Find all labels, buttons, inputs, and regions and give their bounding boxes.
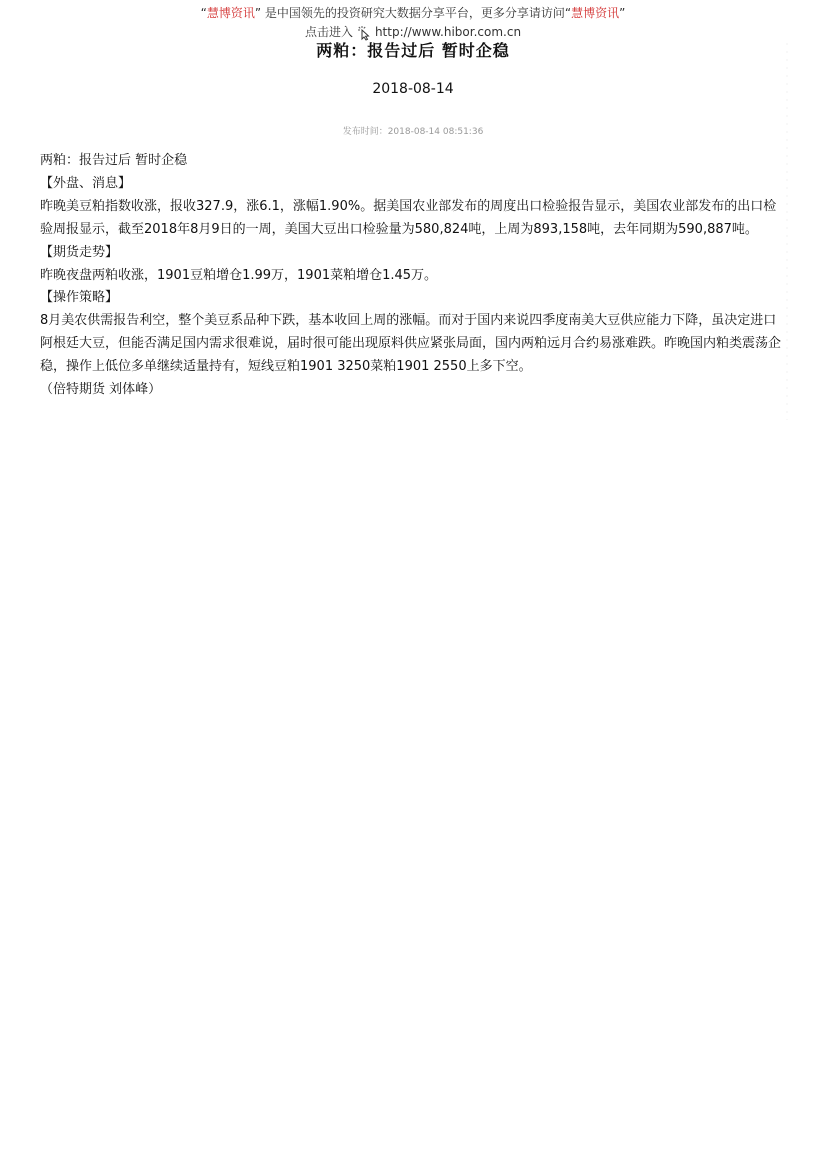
banner-text: 是中国领先的投资研究大数据分享平台，更多分享请访问 [264, 6, 565, 20]
entry-label[interactable]: 点击进入 [304, 25, 353, 39]
section-heading-strategy: 【操作策略】 [40, 290, 119, 306]
paragraph-news: 昨晚美豆粕指数收涨，报收327.9，涨6.1，涨幅1.90%。据美国农业部发布的周度出口检验报告显示，美国农业部发布的出口检验周报显示，截至2018年8月9日的一周，美国大豆出口检验量为580,824吨，上周为893,158吨，去年同期为590,887吨。 [40, 198, 777, 237]
author-credit: （倍特期货 刘体峰） [40, 382, 162, 398]
paragraph-futures: 昨晚夜盘两粕收涨，1901豆粕增仓1.99万，1901菜粕增仓1.45万。 [40, 267, 438, 283]
banner-quote-open: “ [200, 6, 207, 20]
click-cursor-icon [355, 25, 373, 41]
section-heading-news: 【外盘、消息】 [40, 175, 132, 191]
article-title: 两粕：报告过后 暂时企稳 [316, 41, 510, 60]
entry-url-link[interactable]: http://www.hibor.com.cn [374, 25, 522, 39]
article-body [40, 150, 786, 402]
article-date: 2018-08-14 [372, 81, 454, 97]
banner-brand-link-2[interactable]: 慧博资讯 [571, 6, 620, 20]
section-heading-futures: 【期货走势】 [40, 244, 119, 260]
entry-line [0, 24, 826, 41]
body-heading: 两粕：报告过后 暂时企稳 [40, 153, 188, 168]
banner-quote-close-2: ” [619, 6, 626, 20]
paragraph-strategy: 8月美农供需报告利空，整个美豆系品种下跌，基本收回上周的涨幅。而对于国内来说四季度南美大豆供应能力下降，虽决定进口阿根廷大豆，但能否满足国内需求很难说，届时很可能出现原料供应紧张局面，国内两粕远月合约易涨难跌。昨晚国内粕类震荡企稳，操作上低位多单继续适量持有，短线豆粕1901 3250菜粕1901 2550上多下空。 [40, 313, 782, 375]
banner-quote-close: ” [254, 6, 262, 20]
top-banner [0, 6, 826, 20]
banner-brand-link[interactable]: 慧博资讯 [206, 6, 255, 20]
publish-time: 发布时间：2018-08-14 08:51:36 [342, 127, 484, 137]
banner-quote-open-2: “ [564, 6, 572, 20]
